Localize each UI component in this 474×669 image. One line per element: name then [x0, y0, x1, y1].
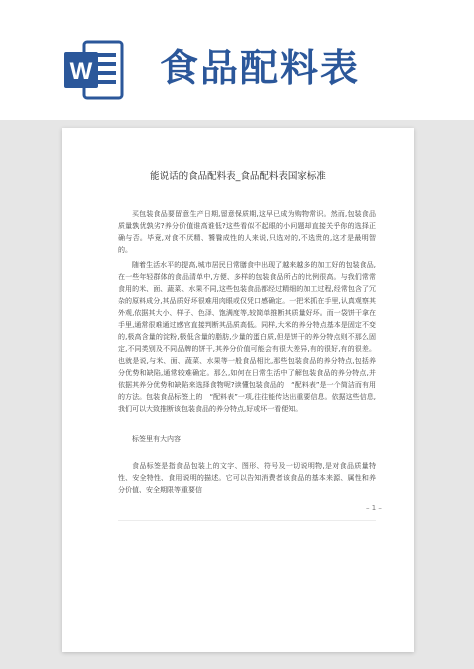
paragraph-body: 随着生活水平的提高,城市居民日常膳食中出现了越来越多的加工好的包装食品,在一些年轻群体的食品清单中,方便、多样的包装食品所占的比例很高。与我们常常食用的米、面、蔬菜、水果不同,这些包装食品都经过精细的加工过程,经常包含了冗杂的原料成分,其品质好坏很难用肉眼或仅凭口感确定。一把米抓在手里,认真观察其外观,依据其大小、样子、色泽、饱满度等,较简单推断其质量好坏。而一袋饼干拿在手里,通常很难通过感官直接判断其品质高低。同样,大米的养分特点基本是固定不变的,极高含量的淀粉,极低含量的脂肪,少量的蛋白质,但是饼干的养分特点则不那么固定,不同类别及不同品牌的饼干,其养分价值可能会有很大差异,有的很好,有的很差。也就是说,与米、面、蔬菜、水果等一般食品相比,那些包装食品的养分特点,包括养分优势和缺陷,通常较难确定。那么,如何在日常生活中了解包装食品的养分特点,并依据其养分优势和缺陷来选择食物呢?读懂包装食品的 “配料表”是一个简洁而有用的方法。包装食品标签上的 “配料表”一项,往往能传达出重要信息。依据这些信息,我们可以大致推断该包装食品的养分特点,好或坏一看便知。: [118, 261, 376, 413]
word-document-icon: [62, 38, 126, 102]
paragraph-label-definition: 食品标签是指食品包装上的文字、图形、符号及一切说明物,是对食品质量特性、安全特性、食用说明的描述。它可以告知消费者该食品的基本来源、属性和养分价值、安全期限等重要信: [118, 462, 376, 494]
document-page: [62, 128, 414, 652]
section-heading: 标签里有大内容: [132, 435, 181, 443]
paragraph-intro: 买包装食品要留意生产日期,留意保质期,这早已成为购物常识。然而,包装食品质量孰优孰劣?养分价值谁高谁低?这些看似不起眼的小问题却直接关乎你的选择正确与否。毕竟,对食不厌精、饕餮成性的人来说,只选对的,不选贵的,这才是最明智的。: [118, 210, 376, 254]
document-title: 能说话的食品配料表_食品配料表国家标准: [150, 171, 326, 182]
page-title: 食品配料表: [160, 46, 361, 90]
svg-text:W: W: [69, 58, 93, 85]
page-divider: [118, 520, 376, 521]
page-number: – 1 –: [366, 504, 382, 512]
header-banner: [0, 0, 474, 120]
